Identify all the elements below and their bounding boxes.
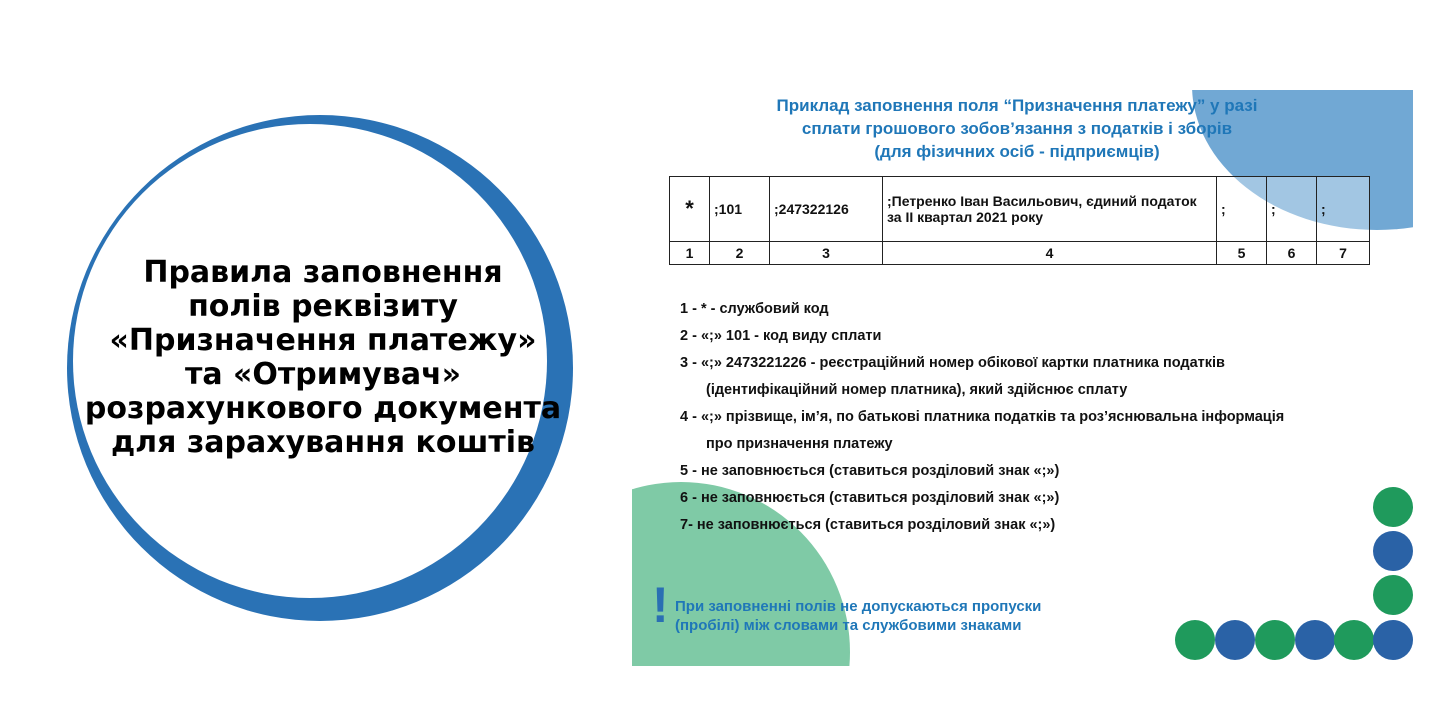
left-heading-line: для зарахування коштів: [110, 425, 536, 460]
left-heading-line: розрахункового документа: [84, 391, 562, 426]
legend-list: [680, 296, 1410, 539]
green-dot-decoration: [1373, 487, 1413, 527]
table-row: [670, 242, 1370, 265]
table-cell-3: ;247322126: [770, 177, 883, 242]
warning-note-line: При заповненні полів не допускаються пропуски: [675, 598, 1042, 615]
table-number-cell: 7: [1317, 242, 1370, 265]
left-heading-line: Правила заповнення: [143, 255, 503, 290]
legend-item: 5 - не заповнюється (ставиться розділовий знак «;»): [680, 463, 1060, 479]
green-dot-decoration: [1175, 620, 1215, 660]
blue-dot-decoration: [1215, 620, 1255, 660]
example-title-line: (для фізичних осіб - підприємців): [874, 142, 1160, 161]
legend-item: 1 - * - службовий код: [680, 301, 829, 317]
table-cell-7: ;: [1317, 177, 1370, 242]
example-title-line: Приклад заповнення поля “Призначення платежу” у разі: [776, 96, 1258, 115]
left-heading-line: полів реквізиту: [188, 289, 458, 324]
warning-note-line: (пробілі) між словами та службовими знаками: [675, 617, 1022, 634]
example-table: [669, 176, 1370, 265]
green-dot-decoration: [1334, 620, 1374, 660]
warning-note: [675, 597, 1041, 635]
legend-item: 3 - «;» 2473221226 - реєстраційний номер обікової картки платника податків: [680, 355, 1225, 371]
table-cell-2: ;101: [710, 177, 770, 242]
blue-dot-decoration: [1373, 620, 1413, 660]
blue-dot-decoration: [1373, 531, 1413, 571]
example-title: [672, 94, 1362, 163]
table-number-cell: 2: [710, 242, 770, 265]
legend-item: 7- не заповнюється (ставиться розділовий знак «;»): [680, 517, 1056, 533]
left-heading-line: та «Отримувач»: [184, 357, 462, 392]
green-dot-decoration: [1255, 620, 1295, 660]
table-number-cell: 1: [670, 242, 710, 265]
table-number-cell: 5: [1217, 242, 1267, 265]
green-dot-decoration: [1373, 575, 1413, 615]
left-panel: [0, 0, 620, 710]
left-heading: [48, 256, 598, 460]
legend-item-continuation: про призначення платежу: [706, 436, 893, 452]
table-number-cell: 6: [1267, 242, 1317, 265]
legend-item: 2 - «;» 101 - код виду сплати: [680, 328, 882, 344]
right-panel: [632, 90, 1413, 666]
table-cell-4: ;Петренко Іван Васильович, єдиний податок за ІІ квартал 2021 року: [883, 177, 1217, 242]
table-number-cell: 4: [883, 242, 1217, 265]
blue-dot-decoration: [1295, 620, 1335, 660]
example-title-line: сплати грошового зобов’язання з податків і зборів: [801, 119, 1233, 138]
legend-item: 4 - «;» прізвище, ім’я, по батькові платника податків та роз’яснювальна інформація: [680, 409, 1285, 425]
left-heading-line: «Призначення платежу»: [109, 323, 537, 358]
table-number-cell: 3: [770, 242, 883, 265]
table-cell-5: ;: [1217, 177, 1267, 242]
exclamation-icon: !: [652, 577, 669, 633]
table-row: [670, 177, 1370, 242]
table-cell-1: *: [670, 177, 710, 242]
legend-item-continuation: (ідентифікаційний номер платника), який здійснює сплату: [706, 382, 1128, 398]
table-cell-6: ;: [1267, 177, 1317, 242]
legend-item: 6 - не заповнюється (ставиться розділовий знак «;»): [680, 490, 1060, 506]
